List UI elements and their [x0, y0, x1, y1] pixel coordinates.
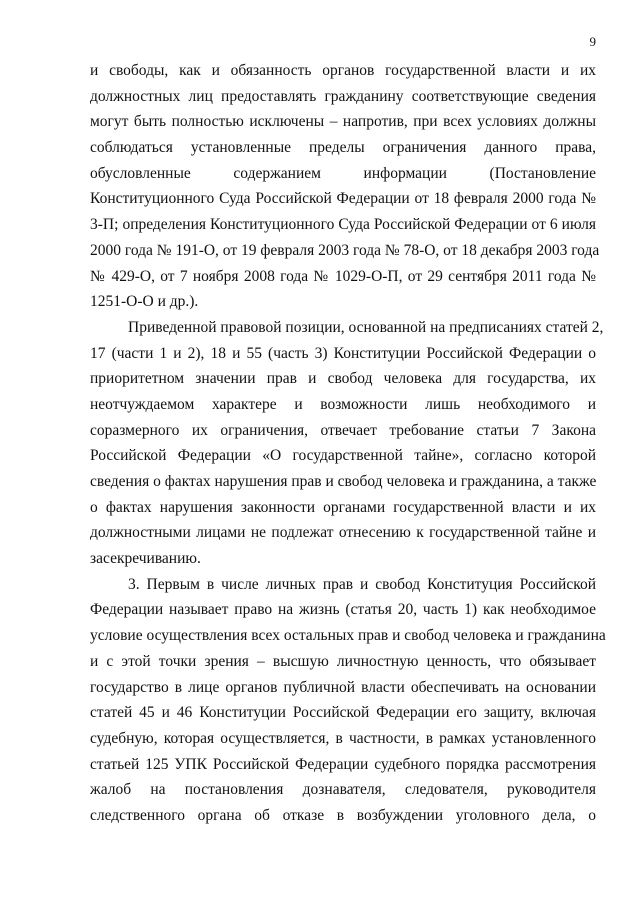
- text-line: следственного органа об отказе в возбуждении уголовного дела, о: [90, 806, 596, 824]
- text-line: судебную, которая осуществляется, в частности, в рамках установленного: [90, 729, 596, 747]
- text-line: 1251-О-О и др.).: [90, 293, 199, 311]
- text-line: и свободы, как и обязанность органов государственной власти и их: [90, 62, 596, 79]
- text-line: статьей 125 УПК Российской Федерации судебного порядка рассмотрения: [90, 755, 596, 773]
- text-line: статей 45 и 46 Конституции Российской Федерации его защиту, включая: [90, 704, 596, 722]
- text-line: и с этой точки зрения – высшую личностную ценность, что обязывает: [90, 652, 596, 670]
- text-line: могут быть полностью исключены – напротив, при всех условиях должны: [90, 113, 596, 131]
- text-line: соразмерного их ограничения, отвечает требование статьи 7 Закона: [90, 421, 596, 439]
- text-line: должностных лиц предоставлять гражданину соответствующие сведения: [90, 87, 596, 105]
- text-line: 2000 года № 191-О, от 19 февраля 2003 года № 78-О, от 18 декабря 2003 года: [90, 241, 600, 259]
- document-body: [90, 58, 606, 829]
- text-line: государство в лице органов публичной власти обеспечивать на основании: [90, 678, 596, 696]
- text-line: 3. Первым в числе личных прав и свобод Конституция Российской: [128, 575, 596, 593]
- text-line: сведения о фактах нарушения прав и свобод человека и гражданина, а также: [90, 473, 597, 490]
- text-line: о фактах нарушения законности органами государственной власти и их: [90, 498, 596, 516]
- text-line: обусловленные содержанием информации (Постановление: [90, 164, 596, 182]
- text-line: 17 (части 1 и 2), 18 и 55 (часть 3) Конституции Российской Федерации о: [90, 344, 596, 362]
- text-line: засекречиванию.: [90, 550, 201, 568]
- text-line: Конституционного Суда Российской Федерации от 18 февраля 2000 года №: [90, 190, 596, 208]
- text-line: приоритетном значении прав и свобод человека для государства, их: [90, 370, 596, 388]
- text-line: неотчуждаемом характере и возможности лишь необходимого и: [90, 395, 596, 413]
- text-line: Российской Федерации «О государственной тайне», согласно которой: [90, 447, 596, 465]
- text-line: соблюдаться установленные пределы ограничения данного права,: [90, 139, 596, 157]
- page-number: 9: [589, 34, 596, 49]
- text-line: № 429-О, от 7 ноября 2008 года № 1029-О-П, от 29 сентября 2011 года №: [90, 267, 596, 285]
- text-line: Федерации называет право на жизнь (статья 20, часть 1) как необходимое: [90, 601, 596, 619]
- text-line: условие осуществления всех остальных прав и свобод человека и гражданина: [90, 627, 606, 645]
- text-line: жалоб на постановления дознавателя, следователя, руководителя: [90, 781, 596, 799]
- text-line: 3-П; определения Конституционного Суда Российской Федерации от 6 июля: [90, 216, 596, 234]
- text-line: Приведенной правовой позиции, основанной на предписаниях статей 2,: [128, 318, 604, 336]
- text-line: должностными лицами не подлежат отнесению к государственной тайне и: [90, 524, 596, 542]
